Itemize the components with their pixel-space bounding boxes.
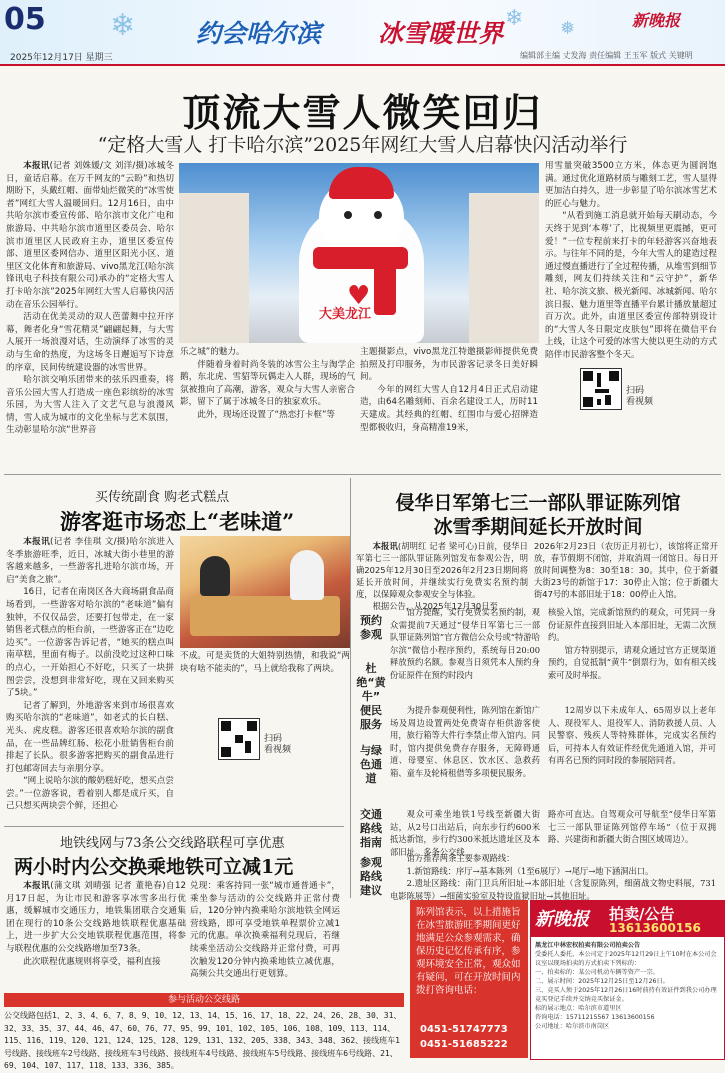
market-paragraph: “网上说哈尔滨的酸奶糕好吃，想买点尝尝。”一位游客说，看着别人都是成斤买，自己只想买两块尝个鲜，还担心 — [6, 776, 174, 812]
museum-paragraph: 2026年2月23日（农历正月初七），该馆将正常开放，春节假期不闭馆，并取消周一闭馆日。每日开放时间调整为8：30至18：30。其中，位于新疆大街23号的新馆于17：30停止入馆；位于新疆大街47号的本部旧址于18：00停止入馆。 — [534, 541, 718, 599]
heart-icon: ♥ — [347, 281, 371, 311]
pastry-counter — [190, 596, 340, 636]
museum-paragraph: 根据公告，从2025年12月30日至 — [372, 601, 498, 611]
page-number: 05 — [4, 2, 46, 37]
section-rule — [4, 826, 344, 827]
snowflake-icon: ❄ — [110, 8, 136, 43]
byline-label: 本报讯 — [23, 537, 51, 547]
guide-text: 12周岁以下未成年人、65周岁以上老年人、现役军人、退役军人、消防救援人员、人民警察、残疾人等特殊群体，完成实名预约后，可持本人有效证件经优先通道入馆，并可有再名已预约同时段的参展陪同者。 — [548, 705, 716, 765]
lead-paragraph: 冰城冬日，童话启幕。在万千网友的“云盼”和热切期盼下，头戴红帽、面带灿烂微笑的“冰雪使者”网红大雪人温暖回归。12月16日，由中共哈尔滨市委宣传部、哈尔滨市文化广电和旅游局、中共哈尔滨市道里区委员会、哈尔滨市道里区人民政府主办，道里区委宣传部、道里区委网信办、道里区阳光小区、道里区文化体育和旅游局、vivo黑龙江(哈尔滨锋讯电子科技有限公司)承办的“定格大雪人 打卡哈尔滨”2025年网红大雪人启幕快闪活动在音乐公园举行。 — [6, 161, 174, 310]
lead-column-4 — [545, 160, 717, 360]
lead-column-1 — [6, 160, 174, 472]
slogan-blue: 约会哈尔滨 — [196, 19, 322, 48]
guide-text: 馆方推荐两条主要参观路线： 1.新馆路线：序厅→基本陈列（1至6展厅）→尾厅→地下涵洞出口。 2.遗址区路线：南门卫兵所旧址→本部旧址（含复原陈列，细菌战文物史料展，731电影陈展等）→细菌实验室及特设监狱旧址→其他旧址。 — [390, 853, 716, 901]
lead-paragraph: 乐之城”的魅力。 — [180, 347, 245, 357]
snowman-scarf-tail — [374, 263, 396, 315]
qr-caption: 扫码 看视频 — [264, 734, 292, 755]
guide-text: 观众可乘坐地铁1号线至新疆大街站，从2号口出站后，向东步行约600米抵达新馆，步行约300米抵达遗址区及本部旧址。多条公交线 — [390, 809, 540, 857]
transit-paragraph: 兑现：乘客持同一张“城市通普通卡”，乘坐参与活动的公交线路并正常付费后，120分钟内换乘哈尔滨地铁全网运营线路，即可享受地铁单程票价立减1元的优惠。单次换乘福利兑现后，若继续乘坐活动公交线路并正常付费，可再次触发120分钟内换乘地铁立减优惠，高频公共交通出行更划算。 — [190, 881, 340, 980]
snowflake-icon: ❅ — [560, 18, 576, 39]
notice-box — [410, 900, 528, 1058]
transit-headline: 两小时内公交换乘地铁可立减1元 — [14, 856, 294, 878]
museum-column-1 — [356, 540, 528, 611]
market-photo — [180, 536, 350, 648]
guide-text: 路亦可直达。自驾观众可导航至“侵华日军第七三一部队罪证陈列馆停车场”（位于双拥路、兴建街和新疆大街合围区域周边）。 — [548, 809, 716, 844]
market-headline: 游客逛市场恋上“老味道” — [60, 509, 295, 534]
museum-headline-line-1: 侵华日军第七三一部队罪证陈列馆 — [395, 492, 681, 514]
bus-routes-title: 参与活动公交线路 — [4, 993, 404, 1007]
transit-column-2 — [190, 880, 340, 990]
guide-label: 指南 — [360, 836, 382, 849]
snowman-eye — [374, 211, 382, 219]
snowman-eye — [344, 211, 352, 219]
lead-column-3 — [360, 346, 538, 470]
vendor-figure — [290, 550, 324, 600]
byline: (记者 刘姝媛/文 刘洋/摄) — [49, 161, 148, 171]
lead-paragraph: 用雪量突破3500立方米，体态更为圆润饱满。通过优化道路材质与雕刻工艺，雪人显得更加洁白持久，进一步彰显了哈尔滨冰雪艺术的匠心与魅力。 — [545, 161, 717, 209]
notice-text: 陈列馆表示，以上措施旨在冰雪旅游旺季期间更好地满足公众参观需求，确保历史记忆传承有序，参观环境安全正常，观众如有疑问，可在开放时间内拨打咨询电话： — [416, 907, 521, 996]
lead-paragraph: 此外，现场还设置了“热恋打卡框”等 — [197, 409, 335, 420]
lead-subhead: “定格大雪人 打卡哈尔滨”2025年网红大雪人启幕快闪活动举行 — [97, 134, 628, 156]
snowman-hat — [329, 167, 394, 199]
lead-paragraph: 哈尔滨交响乐团带来的弦乐四重奏，将音乐公园大雪人打造成一座色彩缤纷的冰雪乐园，为大雪人注入了文艺气息与浪漫风情，雪人成为城市的文化坐标与艺术氛围，生动彰显哈尔滨“世界音 — [6, 375, 174, 436]
lead-paragraph: 伴随着身着时尚冬装的冰雪公主与淘学企鹅，东北虎、雪貂等玩偶走入人群，现场的气氛被推向了高潮，游客，观众与大雪人亲密合影，留下了属于冰城冬日的独家欢乐。 — [180, 359, 355, 408]
auction-ad — [530, 900, 725, 1060]
museum-column-2 — [534, 540, 718, 599]
dateline: 2025年12月17日 星期三 — [10, 53, 113, 63]
guide-text: 核验入馆，完成新馆预约的观众，可凭同一身份证原件直接到旧址入本部旧址，无需二次预约。 馆方特别提示，请观众通过官方正规渠道预约，自觉抵制“黄牛”倒票行为，如有相关线索可及时举报。 — [548, 607, 716, 680]
lead-paragraph: 今年的网红大雪人自12月4日正式启动建造，由64名雕刻师、百余名建设工人，历时11天建成。其经典的红帽、红围巾与爱心招牌造型都极收归，身高精准19米， — [360, 384, 538, 433]
museum-headline-line-2: 冰雪季期间延长开放时间 — [433, 516, 643, 538]
market-kicker: 买传统副食 购老式糕点 — [95, 490, 230, 505]
notice-phone[interactable]: 0451-51685222 — [420, 1039, 508, 1050]
lead-headline: 顶流大雪人微笑回归 — [182, 90, 543, 135]
market-paragraph: 哈尔滨进入冬季旅游旺季，近日，冰城大街小巷里的游客越来越多，一些游客扎进哈尔滨市场，开启“美食之旅”。 — [6, 537, 174, 585]
editor-credits: 编辑部主编 丈发海 责任编辑 王玉军 版式 关键明 — [520, 51, 693, 60]
ad-brand: 新晚报 — [535, 909, 589, 930]
ad-header — [531, 901, 724, 937]
bus-routes-list: 公交线路包括1、2、3、4、6、7、8、9、10、12、13、14、15、16、17、18、22、24、26、28、30、31、32、33、35、37、44、46、47、60、76、77、95、99、101、102、105、106、108、109、113、114、115、116、119、120、121、124、125、128、129、131、132、205、338、343、348、362、接线班车1号线路、接线班车2号线路、接线班车3号线路、接线班车4号线路、接线班车5号线路、接线班车6号线路、21、69、104、107、117、118、133、336、385。 — [4, 1011, 402, 1070]
guide-label: 便民服务 — [360, 704, 382, 731]
guide-label: 交通路线 — [360, 808, 382, 835]
shopper-figure — [200, 556, 230, 596]
guide-text: 为提升参观便利性，陈列馆在新馆广场及周边设置两处免费寄存柜供游客使用，旅行箱等大件行李禁止带入馆内。同时，馆内提供免费存存服务，无障碍通道、母婴室、休息区、饮水区、急救药箱、童车及轮椅租借等多项便民服务。 — [390, 705, 540, 778]
market-paragraph: 16日，记者在南岗区各大商场副食品商场看到，一些游客对哈尔滨的“老味道”偏有独钟，不仅仅品尝，还要打包带走，在一家销售老式糕点的柜台前，一些游客正在“边吃边买”。一位游客告诉记者，“她买的糕点叫南草糕，里面有梅子。以前没吃过这种口味的点心，一开始担心不好吃，只买了一块拼图尝尝，没想到非常好吃，现在又回来购买了5块。” — [6, 587, 174, 699]
photo-sign-text: 大美龙江 — [319, 307, 372, 322]
column-rule — [350, 478, 351, 898]
castle-right — [469, 193, 539, 343]
qr-code-icon[interactable] — [580, 368, 622, 410]
lead-paragraph: “从看到施工消息就开始每天刷动态，今天终于见到‘本尊’了，比视频里更震撼，更可爱！”一位专程前来打卡的年轻游客兴奋地表示。与往年不同的是，今年大雪人的建造过程通过慢直播进行了全过程传播，从堆雪到细节雕刻，网友们持续关注和“云守护”，新华社、哈尔滨文旅、极光新闻、冰城新闻、哈尔滨日报、魅力道里等直播平台累计播放量超过百万次。此外，由道里区委宣传部特别设计的“大雪人冬日限定皮肤包”即将在微信平台上线，让这个可爱的冰雪大使以更生动的方式陪伴市民游客整个冬天。 — [545, 211, 717, 360]
transit-paragraph: 此次联程优惠规则将享受，福利直接 — [23, 956, 161, 967]
lead-column-2 — [180, 346, 355, 470]
qr-code-icon[interactable] — [218, 718, 260, 760]
guide-label: 与绿色通道 — [360, 744, 382, 785]
byline-label: 本报讯 — [372, 541, 398, 551]
byline: (蒲文琪 刘晴强 记者 董艳春) — [50, 881, 166, 891]
byline-label: 本报讯 — [23, 161, 50, 171]
lead-paragraph: 主题摄影点，vivo黑龙江特邀摄影师提供免费拍照及打印服务，为市民游客记录冬日美好瞬间。 — [360, 347, 538, 383]
visitor-guide — [356, 604, 718, 901]
paper-logo: 新晚报 — [632, 11, 681, 30]
market-paragraph: 不成。可是卖货的大姐特别热情，和我说“两块有啥不能卖的”，马上就给我称了两块。 — [180, 651, 350, 674]
notice-phone[interactable]: 0451-51747773 — [420, 1024, 508, 1035]
qr-caption: 扫码 看视频 — [626, 386, 654, 407]
guide-label: 预约参观 — [360, 614, 382, 641]
transit-column-1 — [6, 880, 186, 990]
masthead-rule — [0, 64, 725, 66]
ad-phone[interactable]: 13613600156 — [609, 921, 701, 935]
byline: (胡明红 记者 梁可心) — [397, 541, 478, 551]
ad-title: 拍卖/公告 — [609, 905, 675, 923]
market-column-2 — [180, 650, 350, 710]
transit-paragraph: 自12月17日起，为让市民和游客享冰雪多出行优惠，缓解城市交通压力，地铁集团联合交通集团在现行的10条公交线路地铁联程优惠基础上，进一步扩大公交地铁联程优惠范围，将参与联程优惠的公交线路增加至73条。 — [6, 881, 186, 954]
slogan-red: 冰雪暖世界 — [378, 19, 504, 48]
section-rule — [4, 474, 721, 475]
snowman-photo — [179, 163, 539, 343]
market-column-1 — [6, 536, 174, 826]
guide-label: 参观路线建议 — [360, 856, 382, 897]
market-paragraph: 记者了解到，外地游客来到市场很喜欢购买哈尔滨的“老味道”，如老式的长白糕、光头、虎皮糕。游客还很喜欢哈尔滨的副食品，在一些品牌红肠、松花小肚销售柜台前排起了长队。很多游客把购买的副食品进行打包邮寄回去与亲朋分享。 — [6, 700, 174, 774]
transit-kicker: 地铁线网与73条公交线路联程可享优惠 — [60, 836, 285, 851]
byline-label: 本报讯 — [23, 881, 51, 891]
lead-paragraph: 活动在优美灵动的双人芭蕾舞中拉开序幕，舞者化身“雪花精灵”翩翩起舞，与大雪人展开一场浪漫对话，生动演绎了冰雪的灵动与生命的热度，为这场冬日邂逅写下诗意的序章，民间传统建设器的冰雪世界。 — [6, 312, 174, 373]
museum-paragraph: 日前，侵华日军第七三一部队罪证陈列馆发布参观公告，明确2025年12月30日至2026年2月23日期间将延长开放时间，并继续实行免费实名预约制度，以保障观众参观安全与体验。 — [356, 541, 528, 599]
castle-left — [179, 193, 249, 343]
snowflake-icon: ❄ — [505, 6, 524, 31]
guide-text: 馆方提醒，实行免费实名预约制，观众需提前7天通过“侵华日军第七三一部队罪证陈列馆”官方微信公众号或“特游哈尔滨”微信小程序预约，系统每日20:00释放预约名额。参观当日须凭本人预约身份证原件在预约时段内 — [390, 607, 540, 680]
ad-body: 黑龙江中林宏权拍卖有限公司拍卖公告 受委托人委托，本公司定于2025年12月29日上午10时在本公司会议室以现场拍卖的方式拍卖下列标的： 一、拍卖标的：某公司机动车辆等资产一宗。 二、展示时间：2025年12月25日至12月26日。 三、竞买人须于2025年12月26日16时前持有效证件到我公司办理竞买登记手续并交纳竞买保证金。 标的展示地点：哈尔滨市道里区 咨询电话：15711215567 13613600156 公司地址：哈尔滨市南岗区 — [535, 942, 717, 1030]
guide-label: 杜绝“黄牛” — [356, 662, 386, 703]
byline: (记者 李佳琪 文/摄) — [50, 537, 130, 547]
